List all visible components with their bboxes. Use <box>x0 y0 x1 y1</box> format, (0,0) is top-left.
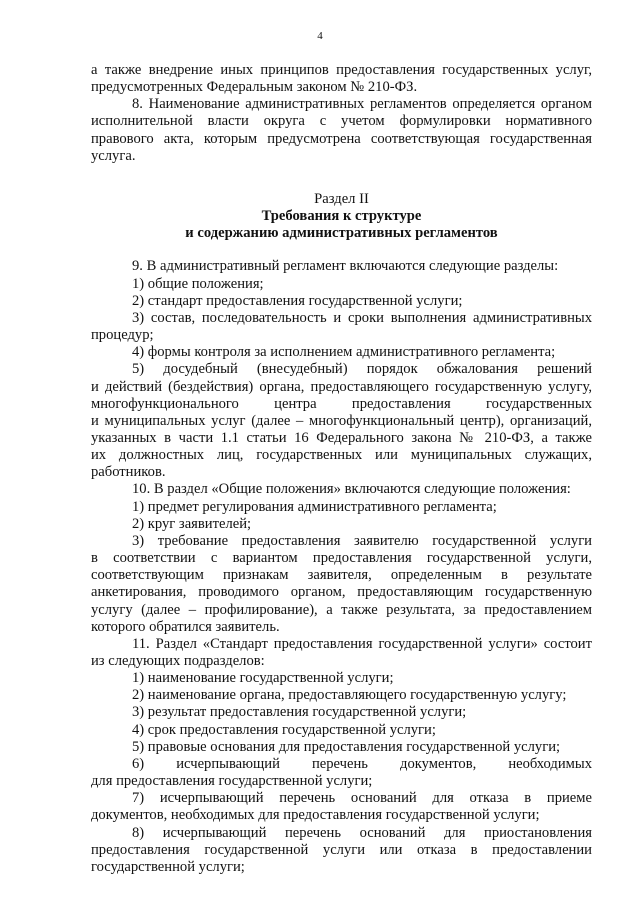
list-item: процедур; <box>91 327 154 344</box>
list-item: 1) общие положения; <box>132 275 264 292</box>
list-item: 2) наименование органа, предоставляющего государственную услугу; <box>132 687 567 704</box>
list-item: 5) досудебный (внесудебный) порядок обжалования решений <box>132 361 592 378</box>
paragraph-10-intro: 10. В раздел «Общие положения» включаются следующие положения: <box>132 481 571 498</box>
paragraph-11-intro: 11. Раздел «Стандарт предоставления государственной услуги» состоит <box>132 635 592 652</box>
list-item: услугу (далее – профилирование), а также результата, за предоставлением <box>91 601 592 618</box>
list-item: указанных в части 1.1 статьи 16 Федерального закона № 210-ФЗ, а также <box>91 429 592 446</box>
list-item: 6) исчерпывающий перечень документов, необходимых <box>132 755 592 772</box>
list-item: 2) круг заявителей; <box>132 515 252 532</box>
list-item: которого обратился заявитель. <box>91 618 280 635</box>
paragraph-11-intro: из следующих подразделов: <box>91 653 265 669</box>
list-item: 1) наименование государственной услуги; <box>132 670 394 687</box>
list-item: 4) формы контроля за исполнением административного регламента; <box>132 344 556 361</box>
list-item: государственной услуги; <box>91 858 245 875</box>
list-item: анкетирования, проводимого органом, предоставляющим государственную <box>91 584 592 601</box>
page-number: 4 <box>317 30 323 42</box>
text-line: предусмотренных Федеральным законом № 210-ФЗ. <box>91 79 418 96</box>
list-item: 7) исчерпывающий перечень оснований для отказа в приеме <box>132 790 592 807</box>
list-item: предоставления государственной услуги или отказа в предоставлении <box>91 841 592 858</box>
section-number: Раздел II <box>314 190 369 207</box>
list-item: работников. <box>91 464 166 481</box>
list-item: и муниципальных услуг (далее – многофункциональный центр), организаций, <box>91 412 592 429</box>
text-line: а также внедрение иных принципов предоставления государственных услуг, <box>91 62 592 78</box>
paragraph-8-line: услуга. <box>91 147 136 164</box>
paragraph-8-line: исполнительной власти округа с учетом формулировки нормативного <box>91 113 592 130</box>
list-item: 3) результат предоставления государственной услуги; <box>132 704 467 721</box>
list-item: 8) исчерпывающий перечень оснований для приостановления <box>132 824 592 841</box>
list-item: их должностных лиц, государственных или муниципальных служащих, <box>91 447 592 464</box>
section-heading <box>91 191 592 242</box>
list-item: 5) правовые основания для предоставления государственной услуги; <box>132 738 561 755</box>
list-item: соответствующим признакам заявителя, определенным в результате <box>91 567 592 584</box>
paragraph-8-line: правового акта, которым предусмотрена соответствующая государственная <box>91 130 592 147</box>
list-item: 2) стандарт предоставления государственной услуги; <box>132 292 463 309</box>
list-item: многофункционального центра предоставления государственных <box>91 395 592 412</box>
list-item: для предоставления государственной услуги; <box>91 773 373 790</box>
list-item: 4) срок предоставления государственной услуги; <box>132 721 436 738</box>
document-body <box>91 62 592 876</box>
list-item: 1) предмет регулирования административного регламента; <box>132 498 497 515</box>
list-item: 3) состав, последовательность и сроки выполнения административных <box>132 309 592 326</box>
paragraph-9-intro: 9. В административный регламент включаются следующие разделы: <box>132 258 559 275</box>
list-item: и действий (бездействия) органа, предоставляющего государственную услугу, <box>91 378 592 395</box>
paragraph-8-line: 8. Наименование административных регламентов определяется органом <box>132 96 592 113</box>
list-item: 3) требование предоставления заявителю государственной услуги <box>132 532 592 549</box>
section-title-line: Требования к структуре <box>261 208 422 225</box>
list-item: в соответствии с вариантом предоставления государственной услуги, <box>91 550 592 567</box>
list-item: документов, необходимых для предоставления государственной услуги; <box>91 807 540 824</box>
section-title-line: и содержанию административных регламентов <box>185 225 498 242</box>
